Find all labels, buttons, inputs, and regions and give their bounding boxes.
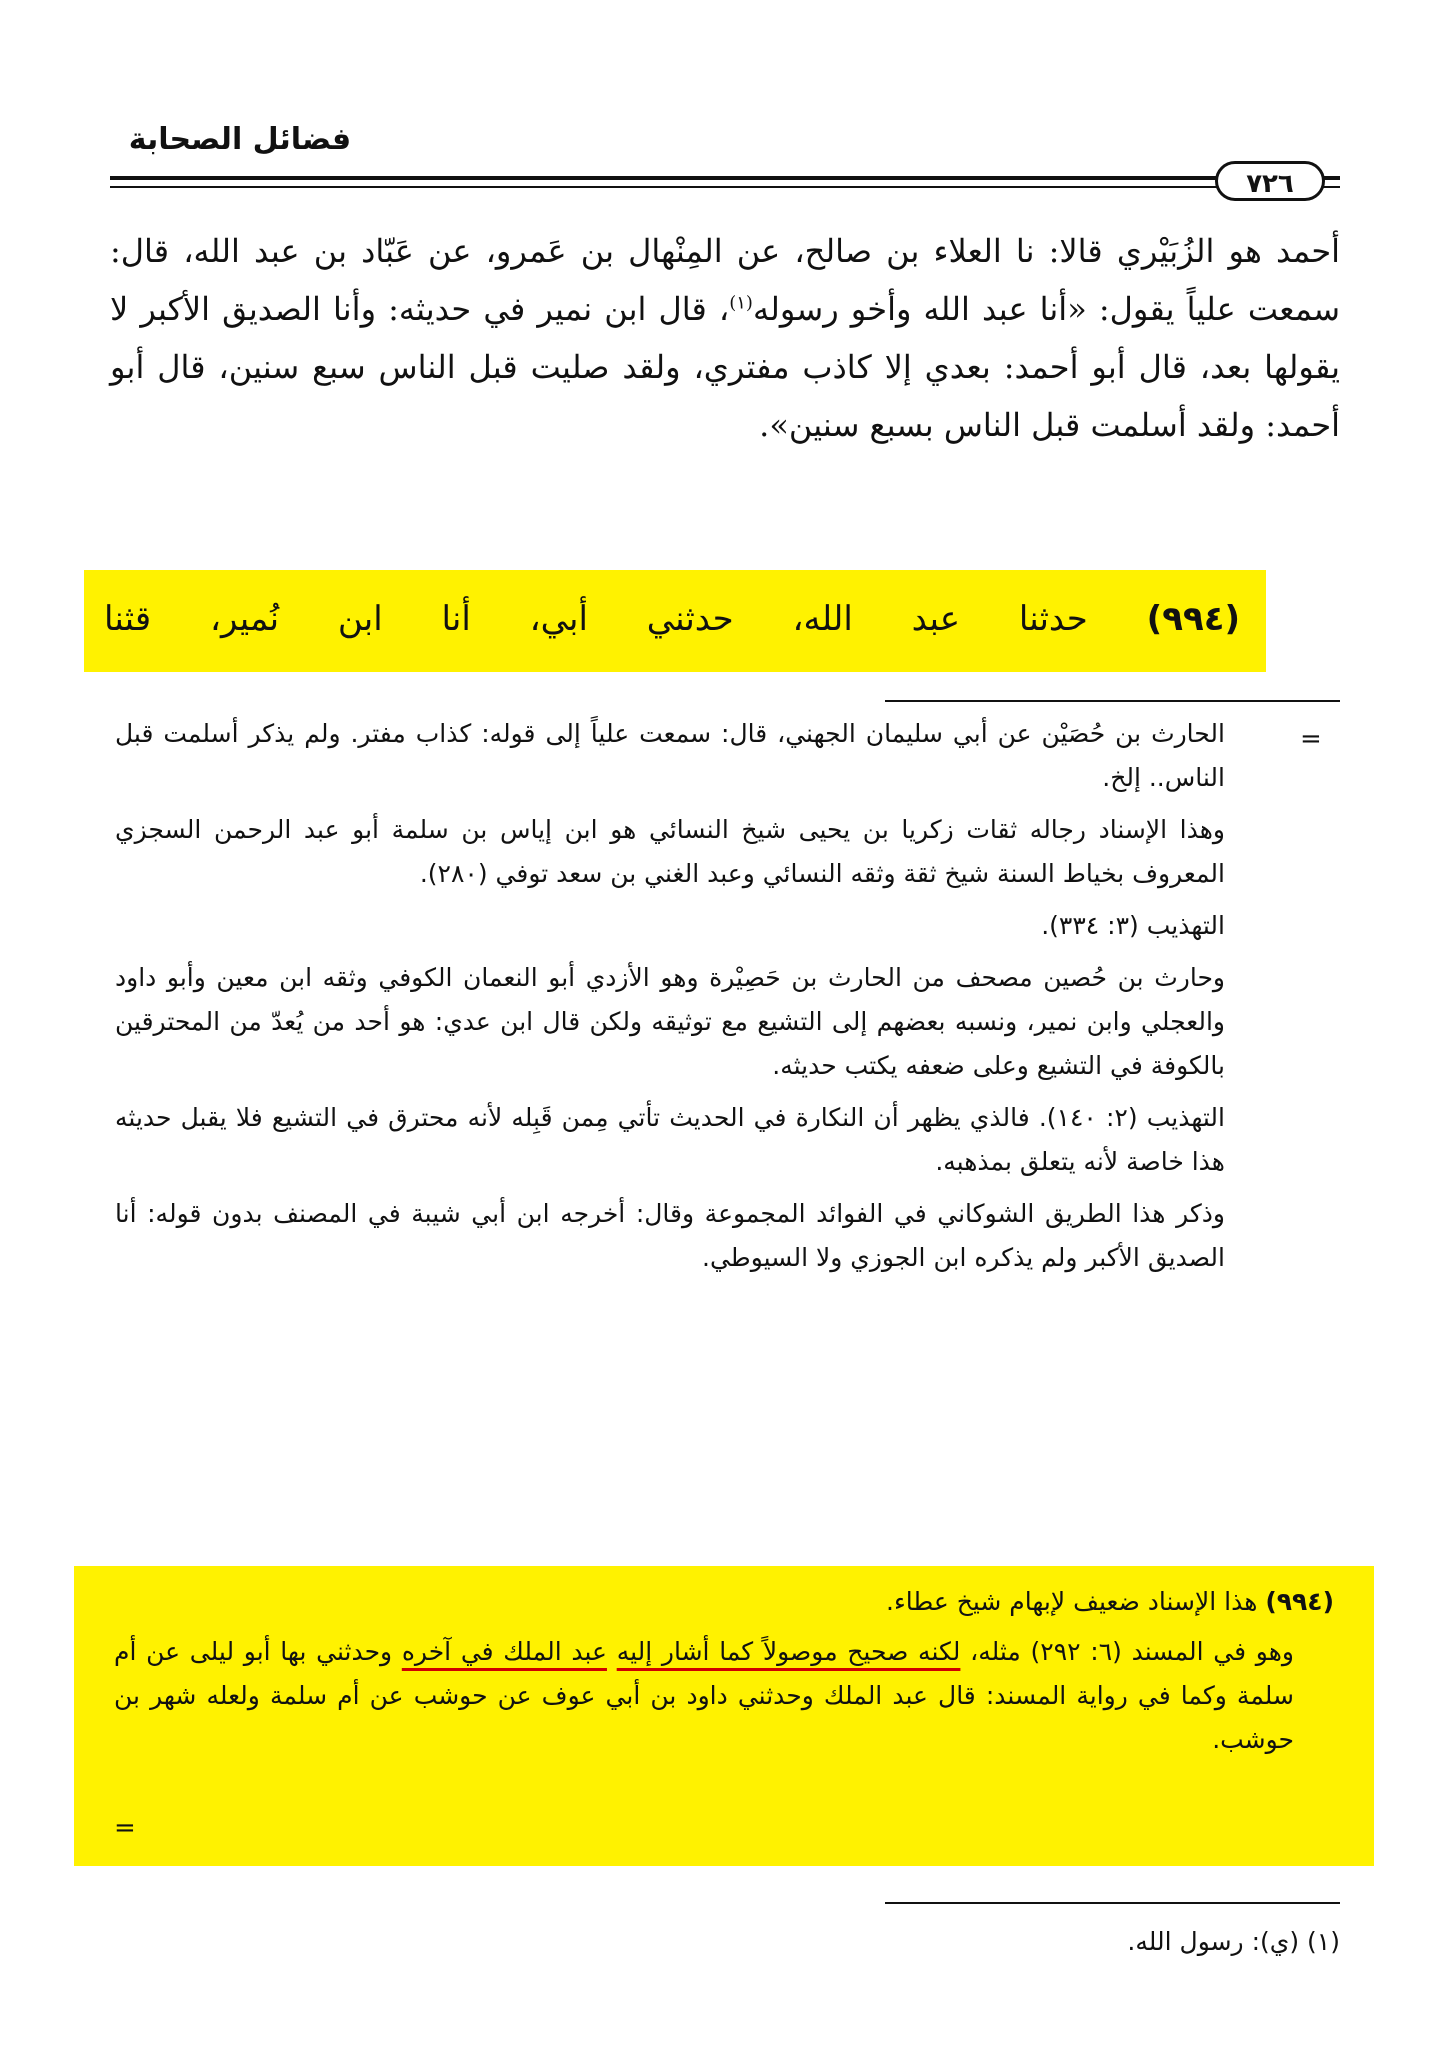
hadith-text: حدثنا عبد الله، حدثني أبي، أنا ابن نُمير، قثنا xyxy=(104,599,1088,639)
footnote-ref: (١) xyxy=(729,292,753,314)
note-text: هذا الإسناد ضعيف لإبهام شيخ عطاء. xyxy=(886,1587,1258,1616)
page-number: ٧٢٦ xyxy=(1215,161,1325,201)
footnote-paragraph: التهذيب (٣: ٣٣٤). xyxy=(1041,911,1225,940)
main-line: سنين، قال أبو أحمد: ولقد أسلمت قبل الناس بسبع سنين». xyxy=(110,348,1340,444)
footnote-text: (ي): رسول الله. xyxy=(1127,1927,1300,1956)
footnote-separator xyxy=(885,1902,1340,1904)
note-highlight xyxy=(74,1566,1374,1866)
running-title: فضائل الصحابة xyxy=(128,122,352,157)
footnote-number: (١) xyxy=(1307,1927,1340,1956)
continuation-mark: = xyxy=(114,1813,136,1843)
continuation-mark: = xyxy=(1300,724,1322,754)
hadith-highlight xyxy=(84,570,1266,672)
footnote-separator xyxy=(885,700,1340,702)
header-rule-thin xyxy=(110,186,1340,188)
note-number: (٩٩٤) xyxy=(1265,1587,1334,1616)
main-line: رسوله xyxy=(752,290,839,328)
bottom-footnote xyxy=(110,1920,1340,1964)
hadith-number: (٩٩٤) xyxy=(1146,599,1240,639)
header-rule xyxy=(110,176,1340,180)
main-line: عن عَبّاد بن عبد الله، قال: سمعت علياً يقول: «أنا عبد الله وأخو xyxy=(110,232,1341,328)
note-text: وهو في المسند (٦: ٢٩٢) مثله، xyxy=(960,1637,1294,1666)
note-text: وحدثني بها أبو ليلى عن أم سلمة وكما في رواية المسند: قال عبد الملك وحدثني داود بن أبي عوف عن حوشب عن أم سلمة ولعله شهر بن حوشب. xyxy=(114,1637,1294,1754)
footnote-paragraph: وذكر هذا الطريق الشوكاني في الفوائد المجموعة وقال: أخرجه ابن أبي شيبة في المصنف بدون قوله: أنا الصديق الأكبر ولم يذكره ابن الجوزي ولا السيوطي. xyxy=(115,1199,1225,1272)
footnote-paragraph: وهذا الإسناد رجاله ثقات زكريا بن يحيى شيخ النسائي هو ابن إياس بن سلمة أبو عبد الرحمن السجزي المعروف بخياط السنة شيخ ثقة وثقه النسائي وعبد الغني بن سعد توفي (٢٨٠). xyxy=(115,815,1225,888)
footnote-block xyxy=(115,712,1225,1288)
underlined-text: لكنه صحيح موصولاً كما أشار إليه xyxy=(616,1637,961,1666)
underlined-text: عبد الملك في آخره xyxy=(401,1637,607,1666)
note-line xyxy=(114,1580,1334,1624)
footnote-paragraph: الحارث بن حُصَيْن عن أبي سليمان الجهني، قال: سمعت علياً إلى قوله: كذاب مفتر. ولم يذكر أسلمت قبل الناس.. إلخ. xyxy=(115,719,1225,792)
main-line: أحمد هو الزُبَيْري قالا: نا العلاء بن صالح، عن المِنْهال بن عَمرو، xyxy=(485,232,1341,270)
main-line: ، قال ابن نمير في حديثه: وأنا الصديق الأكبر لا يقولها بعد، xyxy=(110,290,1341,386)
footnote-paragraph: وحارث بن حُصين مصحف من الحارث بن حَصِيْرة وهو الأزدي أبو النعمان الكوفي وثقه ابن معين وأبو داود والعجلي وابن نمير، ونسبه بعضهم إلى التشيع مع توثيقه ولكن قال ابن عدي: هو أحد من يُعدّ من المحترقين بالكوفة في التشيع وعلى ضعفه يكتب حديثه. xyxy=(115,963,1225,1080)
main-line: قال أبو أحمد: بعدي إلا كاذب مفتري، ولقد صليت قبل الناس سبع xyxy=(312,348,1187,386)
footnote-paragraph: التهذيب (٢: ١٤٠). فالذي يظهر أن النكارة في الحديث تأتي مِمن قَبِله لأنه محترق في التشيع فلا يقبل حديثه هذا خاصة لأنه يتعلق بمذهبه. xyxy=(115,1103,1225,1176)
note-paragraph xyxy=(114,1630,1334,1762)
main-text xyxy=(110,222,1340,454)
